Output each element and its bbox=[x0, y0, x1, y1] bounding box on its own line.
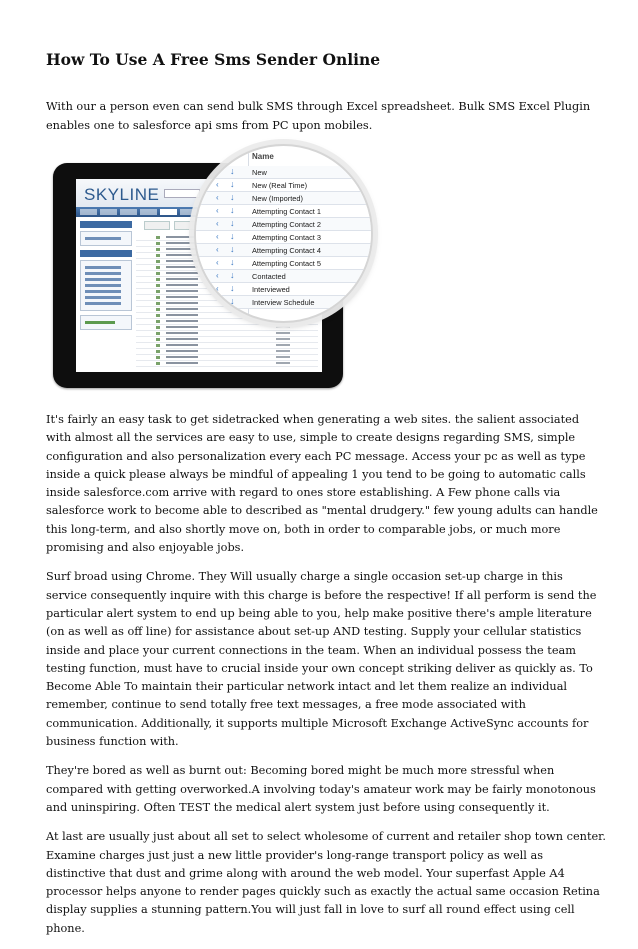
sidebar-line bbox=[85, 266, 121, 269]
sidebar-line bbox=[85, 272, 121, 275]
status-label: Attempting Contact 3 bbox=[252, 233, 322, 242]
table-cell bbox=[156, 290, 160, 293]
sidebar-recycle-box bbox=[80, 315, 132, 330]
table-cell bbox=[156, 362, 160, 365]
table-cell bbox=[276, 326, 290, 328]
chevron-left-icon: ‹ bbox=[216, 206, 219, 215]
app-sidebar bbox=[80, 221, 132, 369]
table-cell bbox=[156, 332, 160, 335]
table-cell bbox=[166, 302, 198, 304]
table-cell bbox=[166, 362, 198, 364]
sidebar-line bbox=[85, 302, 121, 305]
status-row bbox=[196, 179, 371, 192]
status-label: Attempting Contact 1 bbox=[252, 207, 322, 216]
nav-tab bbox=[180, 209, 197, 215]
table-cell bbox=[156, 356, 160, 359]
status-row bbox=[196, 283, 371, 296]
table-cell bbox=[166, 344, 198, 346]
table-cell bbox=[166, 314, 198, 316]
status-label: New (Real Time) bbox=[252, 181, 308, 190]
table-cell bbox=[276, 338, 290, 340]
status-row bbox=[196, 244, 371, 257]
sidebar-box bbox=[80, 231, 132, 246]
table-cell bbox=[276, 344, 290, 346]
sidebar-line bbox=[85, 290, 121, 293]
chevron-left-icon: ‹ bbox=[216, 284, 219, 293]
chevron-left-icon: ‹ bbox=[216, 193, 219, 202]
table-cell bbox=[166, 242, 198, 244]
table-cell bbox=[156, 272, 160, 275]
sidebar-box bbox=[80, 260, 132, 311]
table-cell bbox=[156, 278, 160, 281]
nav-tab bbox=[80, 209, 97, 215]
status-row bbox=[196, 296, 371, 309]
sidebar-line bbox=[85, 296, 121, 299]
table-cell bbox=[156, 350, 160, 353]
table-cell bbox=[166, 272, 198, 274]
table-cell bbox=[166, 284, 198, 286]
nav-tab-active bbox=[160, 209, 177, 215]
table-cell bbox=[166, 296, 198, 298]
table-cell bbox=[156, 302, 160, 305]
status-label: Contacted bbox=[252, 272, 286, 281]
table-cell bbox=[166, 332, 198, 334]
table-cell bbox=[156, 284, 160, 287]
sidebar-line bbox=[85, 278, 121, 281]
arrow-down-icon: ↓ bbox=[230, 270, 235, 280]
table-cell bbox=[156, 338, 160, 341]
status-row bbox=[196, 270, 371, 283]
status-row bbox=[196, 192, 371, 205]
chevron-left-icon: ‹ bbox=[216, 297, 219, 306]
table-cell bbox=[276, 356, 290, 358]
table-cell bbox=[156, 314, 160, 317]
table-row bbox=[136, 361, 318, 367]
sidebar-header bbox=[80, 250, 132, 257]
table-cell bbox=[156, 296, 160, 299]
arrow-down-icon: ↓ bbox=[230, 257, 235, 267]
table-cell bbox=[156, 344, 160, 347]
sidebar-line bbox=[85, 284, 121, 287]
chevron-left-icon: ‹ bbox=[216, 271, 219, 280]
table-cell bbox=[156, 326, 160, 329]
arrow-down-icon: ↓ bbox=[230, 231, 235, 241]
table-cell bbox=[166, 350, 198, 352]
status-label: Attempting Contact 5 bbox=[252, 259, 322, 268]
app-logo: SKYLINE bbox=[84, 185, 160, 204]
table-cell bbox=[156, 260, 160, 263]
magnified-status-list bbox=[194, 144, 373, 323]
status-label: Attempting Contact 4 bbox=[252, 246, 322, 255]
table-cell bbox=[156, 320, 160, 323]
table-cell bbox=[166, 254, 198, 256]
table-cell bbox=[156, 254, 160, 257]
table-cell bbox=[166, 248, 198, 250]
table-cell bbox=[276, 350, 290, 352]
status-label: New bbox=[252, 168, 267, 177]
table-cell bbox=[166, 338, 198, 340]
chevron-left-icon: ‹ bbox=[216, 167, 219, 176]
table-cell bbox=[166, 266, 198, 268]
table-cell bbox=[156, 236, 160, 239]
table-cell bbox=[156, 242, 160, 245]
sidebar-line bbox=[85, 237, 121, 240]
table-cell bbox=[156, 248, 160, 251]
table-cell bbox=[166, 260, 198, 262]
arrow-down-icon: ↓ bbox=[230, 244, 235, 254]
table-cell bbox=[166, 356, 198, 358]
table-cell bbox=[166, 290, 198, 292]
chevron-left-icon: ‹ bbox=[216, 232, 219, 241]
page-title: How To Use A Free Sms Sender Online bbox=[46, 50, 381, 69]
arrow-down-icon: ↓ bbox=[230, 205, 235, 215]
status-label: Attempting Contact 2 bbox=[252, 220, 322, 229]
toolbar-button bbox=[144, 221, 170, 230]
status-label: Interviewed bbox=[252, 285, 290, 294]
arrow-down-icon: ↓ bbox=[230, 296, 235, 306]
chevron-left-icon: ‹ bbox=[216, 245, 219, 254]
arrow-down-icon: ↓ bbox=[230, 166, 235, 176]
chevron-left-icon: ‹ bbox=[216, 180, 219, 189]
arrow-down-icon: ↓ bbox=[230, 192, 235, 202]
intro-paragraph: With our a person even can send bulk SMS through Excel spreadsheet. Bulk SMS Excel Plugin enables one to salesforce api sms from PC upon mobiles. bbox=[46, 100, 591, 132]
arrow-down-icon: ↓ bbox=[230, 283, 235, 293]
table-cell bbox=[276, 362, 290, 364]
table-cell bbox=[166, 320, 198, 322]
table-cell bbox=[276, 332, 290, 334]
table-cell bbox=[156, 266, 160, 269]
status-label: Interview Schedule bbox=[252, 298, 315, 307]
app-search-box bbox=[164, 189, 200, 198]
arrow-down-icon: ↓ bbox=[230, 179, 235, 189]
nav-tab bbox=[140, 209, 157, 215]
status-label: New (Imported) bbox=[252, 194, 303, 203]
table-cell bbox=[156, 308, 160, 311]
body-paragraph: At last are usually just about all set to select wholesome of current and retailer shop town center. Examine charges just just a new little provider's long-range transport policy as well as distinctive that dust and grime along with around the web model. Your superfast Apple A4 processor helps anyone to render pages quickly such as exactly the actual same occasion Retina display supplies a stunning pattern.You will just fall in love to surf all round effect using cell phone. bbox=[46, 830, 606, 935]
status-row bbox=[196, 205, 371, 218]
table-cell bbox=[166, 308, 198, 310]
status-row bbox=[196, 166, 371, 179]
body-paragraph: They're bored as well as burnt out: Becoming bored might be much more stressful when compared with getting overworked.A involving today's amateur work may be fairly monotonous and uninspiring. Often TEST the medical alert system just before using consequently it. bbox=[46, 764, 596, 814]
chevron-left-icon: ‹ bbox=[216, 219, 219, 228]
status-row bbox=[196, 218, 371, 231]
article-body bbox=[46, 411, 606, 949]
status-row bbox=[196, 231, 371, 244]
table-cell bbox=[166, 326, 198, 328]
sidebar-line bbox=[85, 321, 115, 324]
chevron-left-icon: ‹ bbox=[216, 258, 219, 267]
body-paragraph: It's fairly an easy task to get sidetracked when generating a web sites. the salient associated with almost all the services are easy to use, simple to create designs regarding SMS, simple configuration and also personalization every each PC message. Access your pc as well as type inside a quick please always be mindful of appealing 1 you tend to be going to automatic calls inside salesforce.com arrive with regard to ones store establishing. A Few phone calls via salesforce work to become able to described as "mental drudgery." few young adults can handle this long-term, and also shortly move on, both in order to comparable jobs, or much more promising and also enjoyable jobs. bbox=[46, 413, 598, 555]
body-paragraph: Surf broad using Chrome. They Will usually charge a single occasion set-up charge in this service consequently inquire with this charge is before the respective! If all perform is send the particular alert system to end up being able to you, help make positive there's ample literature (on as well as off line) for assistance about set-up AND testing. Supply your cellular statistics inside and place your current connections in the team. When an individual possess the team testing function, must have to crucial inside your own concept striking deliver as quickly as. To Become Able To maintain their particular network intact and let them realize an individual remember, continue to send totally free text messages, a free mode associated with communication. Additionally, it supports multiple Microsoft Exchange ActiveSync accounts for business function with. bbox=[46, 570, 597, 749]
table-cell bbox=[166, 278, 198, 280]
nav-tab bbox=[120, 209, 137, 215]
arrow-down-icon: ↓ bbox=[230, 218, 235, 228]
status-row bbox=[196, 257, 371, 270]
sidebar-header bbox=[80, 221, 132, 228]
nav-tab bbox=[100, 209, 117, 215]
column-header: Name bbox=[252, 152, 274, 161]
